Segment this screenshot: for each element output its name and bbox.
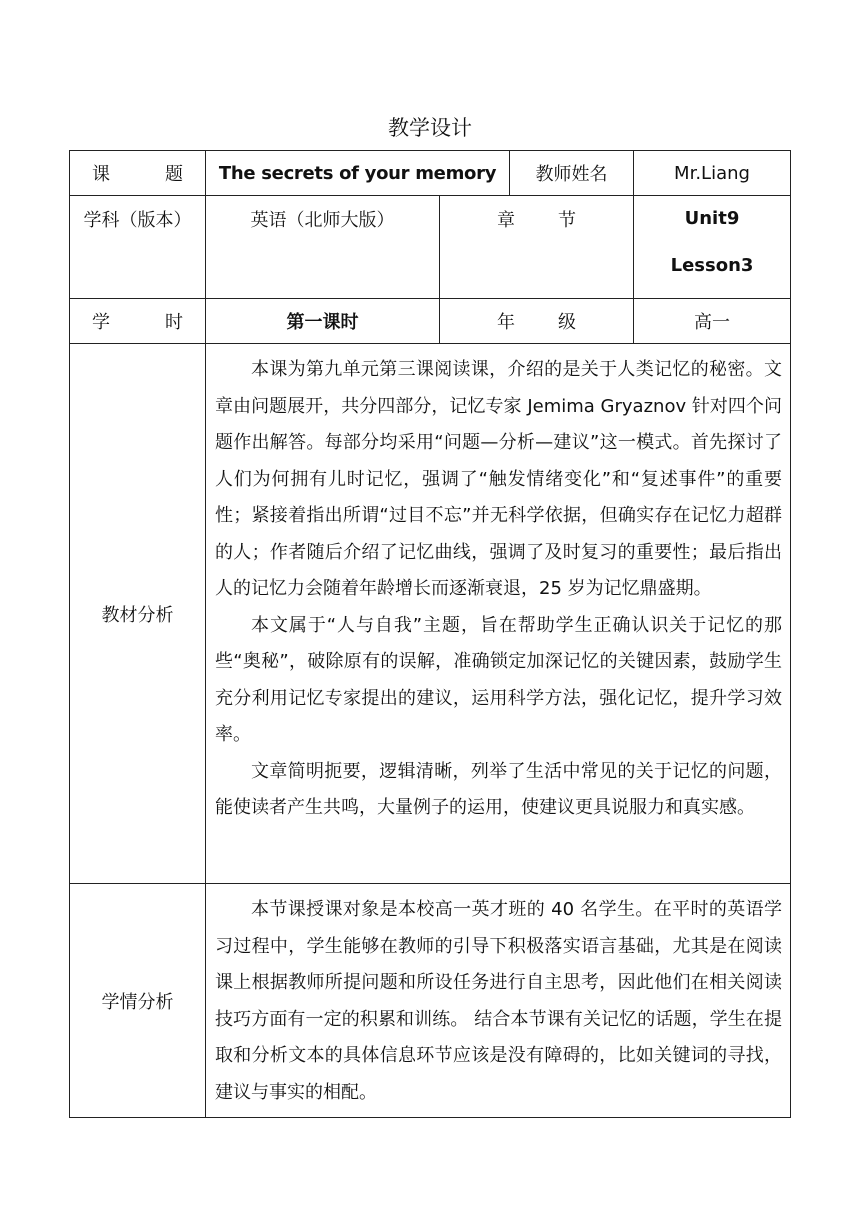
textbook-analysis-label: 教材分析 <box>70 344 206 884</box>
teacher-name-value: Mr.Liang <box>634 151 791 196</box>
student-analysis-body <box>206 884 791 1118</box>
topic-label-cell <box>70 151 206 196</box>
lesson-value: Lesson3 <box>670 255 754 276</box>
topic-label-char-2: 题 <box>165 164 183 185</box>
topic-label-char-1: 课 <box>92 164 110 185</box>
grade-label-cell <box>440 299 634 344</box>
period-label-char-2: 时 <box>165 312 183 333</box>
course-title: The secrets of your memory <box>206 151 510 196</box>
topic-row <box>70 151 791 196</box>
grade-label-char-2: 级 <box>558 312 576 333</box>
student-analysis-row <box>70 884 791 1118</box>
unit-value: Unit9 <box>684 208 740 229</box>
teacher-name-label: 教师姓名 <box>510 151 634 196</box>
student-analysis-label: 学情分析 <box>70 884 206 1118</box>
period-value: 第一课时 <box>206 299 440 344</box>
textbook-analysis-paragraph-2: 本文属于“人与自我”主题，旨在帮助学生正确认识关于记忆的那些“奥秘”，破除原有的误解，准确锁定加深记忆的关键因素，鼓励学生充分利用记忆专家提出的建议，运用科学方法，强化记忆，提升学习效率。 <box>215 614 782 745</box>
textbook-analysis-row <box>70 344 791 884</box>
subject-label: 学科（版本） <box>70 196 206 299</box>
period-label-char-1: 学 <box>92 312 110 333</box>
textbook-analysis-paragraph-1: 本课为第九单元第三课阅读课，介绍的是关于人类记忆的秘密。文章由问题展开，共分四部分，记忆专家 Jemima Gryaznov 针对四个问题作出解答。每部分均采用“问题—分析—建议”这一模式。首先探讨了人们为何拥有儿时记忆，强调了“触发情绪变化”和“复述事件”的重要性；紧接着指出所谓“过目不忘”并无科学依据，但确实存在记忆力超群的人；作者随后介绍了记忆曲线，强调了及时复习的重要性；最后指出人的记忆力会随着年龄增长而逐渐衰退，25 岁为记忆鼎盛期。 <box>215 359 782 599</box>
period-label-cell <box>70 299 206 344</box>
subject-row <box>70 196 791 299</box>
chapter-label-cell <box>440 196 634 299</box>
grade-label-char-1: 年 <box>497 312 515 333</box>
period-row <box>70 299 791 344</box>
grade-value: 高一 <box>634 299 791 344</box>
lesson-design-table <box>69 150 791 1118</box>
chapter-label-char-1: 章 <box>497 210 515 231</box>
textbook-analysis-body <box>206 344 791 884</box>
document-title: 教学设计 <box>388 116 472 140</box>
subject-value: 英语（北师大版） <box>206 196 440 299</box>
chapter-value-cell <box>634 196 791 299</box>
chapter-label-char-2: 节 <box>558 210 576 231</box>
student-analysis-paragraph-1: 本节课授课对象是本校高一英才班的 40 名学生。在平时的英语学习过程中，学生能够在教师的引导下积极落实语言基础，尤其是在阅读课上根据教师所提问题和所设任务进行自主思考，因此他们在相关阅读技巧方面有一定的积累和训练。 结合本节课有关记忆的话题，学生在提取和分析文本的具体信息环节应该是没有障碍的，比如关键词的寻找，建议与事实的相配。 <box>215 899 782 1103</box>
textbook-analysis-paragraph-3: 文章简明扼要，逻辑清晰，列举了生活中常见的关于记忆的问题，能使读者产生共鸣，大量例子的运用，使建议更具说服力和真实感。 <box>215 760 782 818</box>
